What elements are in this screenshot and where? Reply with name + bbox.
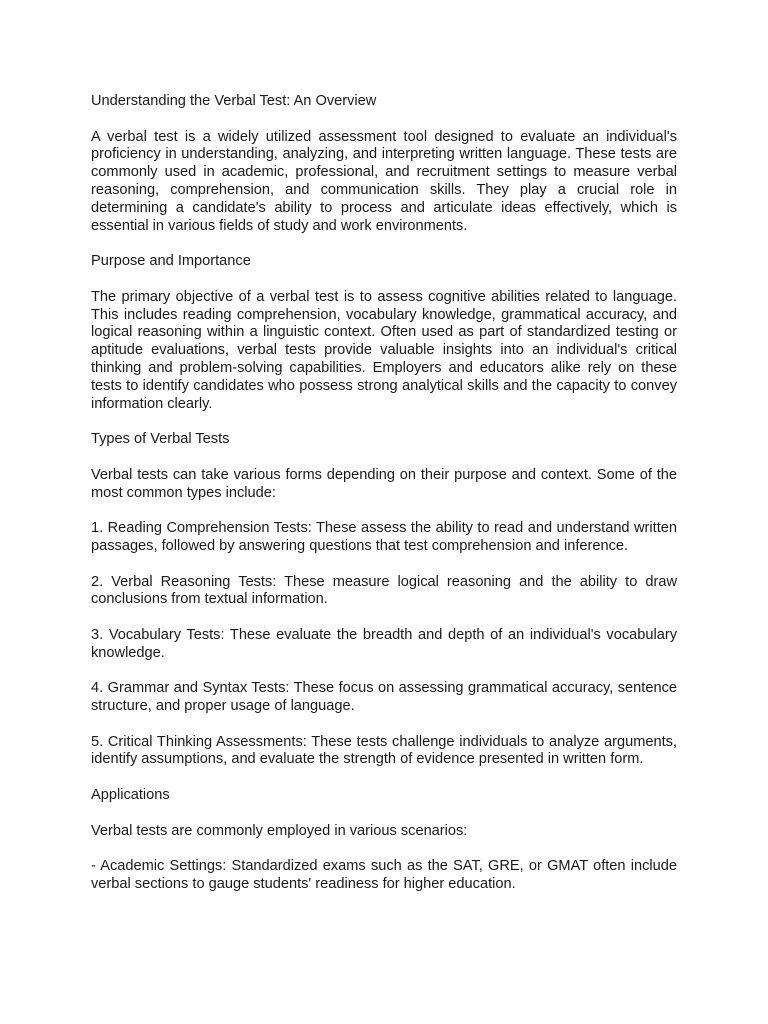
types-list-item: 5. Critical Thinking Assessments: These tests challenge individuals to analyze arguments, identify assumptions, and evaluate the strength of evidence presented in written form. — [91, 733, 677, 768]
types-list-item: 1. Reading Comprehension Tests: These assess the ability to read and understand written passages, followed by answering questions that test comprehension and inference. — [91, 520, 677, 554]
applications-list-item: - Academic Settings: Standardized exams such as the SAT, GRE, or GMAT often include verbal sections to gauge students' readiness for higher education. — [91, 858, 677, 893]
applications-heading: Applications — [91, 787, 170, 804]
intro-paragraph: A verbal test is a widely utilized assessment tool designed to evaluate an individual's proficiency in understanding, analyzing, and interpreting written language. These tests are commonly used in academic, professional, and recruitment settings to measure verbal reasoning, comprehension, and communication skills. They play a crucial role in determining a candidate's ability to process and articulate ideas effectively, which is essential in various fields of study and work environments. — [91, 128, 677, 234]
applications-intro-paragraph: Verbal tests are commonly employed in various scenarios: — [91, 822, 468, 839]
document-title: Understanding the Verbal Test: An Overview — [91, 93, 377, 109]
types-list-item: 2. Verbal Reasoning Tests: These measure logical reasoning and the ability to draw conclusions from textual information. — [91, 573, 677, 608]
purpose-heading: Purpose and Importance — [91, 253, 251, 270]
types-list-item: 4. Grammar and Syntax Tests: These focus on assessing grammatical accuracy, sentence structure, and proper usage of language. — [91, 680, 677, 715]
document-body — [91, 93, 677, 912]
types-list-item: 3. Vocabulary Tests: These evaluate the breadth and depth of an individual's vocabulary knowledge. — [91, 626, 677, 661]
types-intro-paragraph: Verbal tests can take various forms depending on their purpose and context. Some of the most common types include: — [91, 466, 677, 501]
types-heading: Types of Verbal Tests — [91, 431, 230, 448]
purpose-paragraph: The primary objective of a verbal test is to assess cognitive abilities related to language. This includes reading comprehension, vocabulary knowledge, grammatical accuracy, and logical reasoning within a linguistic context. Often used as part of standardized testing or aptitude evaluations, verbal tests provide valuable insights into an individual's critical thinking and problem-solving capabilities. Employers and educators alike rely on these tests to identify candidates who possess strong analytical skills and the capacity to convey information clearly. — [91, 288, 677, 412]
